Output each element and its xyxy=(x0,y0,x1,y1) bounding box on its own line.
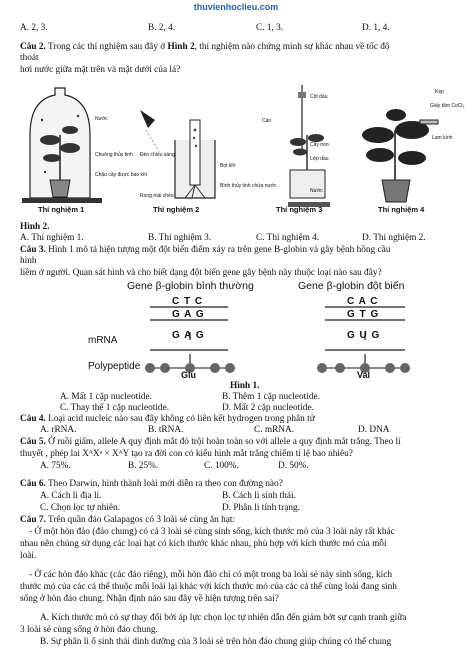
exp4-label: Thí nghiệm 4 xyxy=(378,205,425,214)
normal-amino-acid: Glu xyxy=(181,370,196,380)
option-c: C. 1, 3. xyxy=(256,23,284,33)
question-3-line-2: hình xyxy=(20,256,37,266)
label-nuoc-3: Nước xyxy=(310,188,323,194)
q7-p1-line-1: - Ở một hòn đảo (đảo chung) có cả 3 loài sẻ cùng sinh sống, kích thước mỏ của 3 loài này rất khác xyxy=(29,527,395,537)
mrna-label: mRNA xyxy=(88,335,118,346)
q5-option-b: B. 25%. xyxy=(128,461,159,471)
q2-option-b: B. Thí nghiệm 3. xyxy=(148,233,212,243)
option-b: B. 2, 4. xyxy=(148,23,176,33)
q5-option-a: A. 75%. xyxy=(40,461,71,471)
figure-2-caption: Hình 2. xyxy=(20,222,50,232)
mutant-dna-top: C A C xyxy=(347,296,379,307)
question-7-intro: Câu 7. Trên quần đảo Galapagos có 3 loài sẻ cùng ăn hạt: xyxy=(20,515,236,525)
q5-option-c: C. 100%. xyxy=(204,461,239,471)
label-lop-dau: Lớp dầu xyxy=(310,156,329,162)
label-cot-dau: Cột dầu xyxy=(310,94,328,100)
q3-option-c: C. Thay thế 1 cặp nucleotide. xyxy=(60,403,170,413)
q3-option-b: B. Thêm 1 cặp nucleotide. xyxy=(222,392,320,402)
q5-option-d: D. 50%. xyxy=(278,461,309,471)
experiment-4-illustration xyxy=(362,109,438,202)
label-rong: Rong mái chèo xyxy=(140,193,174,199)
q7-option-b-line-1: B. Sự phân li ổ sinh thái dinh dưỡng của 3 loài sẻ trên hòn đảo chung giúp chúng có thể chung xyxy=(40,637,392,647)
label-chau: Chậu cây được bao kín xyxy=(95,172,148,178)
mutant-mrna: G U G xyxy=(347,330,381,341)
q6-option-c: C. Chọn lọc tự nhiên. xyxy=(40,503,120,513)
label-can: Cân xyxy=(262,118,272,124)
question-3-line-1: Câu 3. Hình 1 mô tả hiện tượng một đột biến điểm xảy ra trên gene B-globin và gây bệnh hồng cầu xyxy=(20,245,391,255)
figure-2-experiments xyxy=(20,80,460,220)
normal-dna-bottom: G A G xyxy=(172,309,205,320)
exp3-label: Thí nghiệm 3 xyxy=(276,205,323,214)
question-6: Câu 6. Theo Darwin, hình thành loài mới diễn ra theo con đường nào? xyxy=(20,479,283,489)
label-cay-non: Cây non xyxy=(310,142,329,148)
question-3-line-3: liềm ở người. Quan sát hình và cho biết dạng đột biến gene gây bệnh này thuộc loại nào sau đây? xyxy=(20,268,382,278)
q7-p2-line-3: sống ở hòn đảo chung. Nhận định nào sau đây về hiện tượng trên sai? xyxy=(20,594,279,604)
q7-p1-line-3: loài. xyxy=(20,551,37,561)
experiment-1-illustration xyxy=(22,88,102,203)
normal-mrna: G A G xyxy=(172,330,205,341)
q6-option-a: A. Cách li địa lí. xyxy=(40,491,102,501)
figure-1-caption: Hình 1. xyxy=(230,381,260,391)
q6-option-b: B. Cách li sinh thái. xyxy=(222,491,296,501)
gene-diagram xyxy=(0,290,472,378)
q3-option-a: A. Mất 1 cặp nucleotide. xyxy=(60,392,152,402)
label-den: Đèn chiếu sáng xyxy=(140,152,175,158)
question-2-line-3: hơi nước giữa mặt trên và mặt dưới của lá? xyxy=(20,65,181,75)
option-d: D. 1, 4. xyxy=(362,23,390,33)
question-4: Câu 4. Loại acid nucleic nào sau đây không có liên kết hydrogen trong phân tử xyxy=(20,414,315,424)
mutant-gene-title: Gene β-globin đột biến xyxy=(298,280,405,292)
mutant-amino-acid: Val xyxy=(357,370,371,380)
normal-dna-top: C T C xyxy=(172,296,204,307)
q7-p2-line-2: thước mỏ của các cá thể thuộc mỗi loài lại khác với kích thước mỏ của các cá thể cùng loài đang sinh xyxy=(20,582,397,592)
watermark: thuvienhoclieu.com xyxy=(193,2,279,12)
label-kep: Kẹp xyxy=(435,89,444,95)
q2-option-a: A. Thí nghiệm 1. xyxy=(20,233,84,243)
label-nuoc: Nước xyxy=(95,116,108,122)
exp2-label: Thí nghiệm 2 xyxy=(153,205,200,214)
option-a: A. 2, 3. xyxy=(20,23,48,33)
exp1-label: Thí nghiệm 1 xyxy=(38,205,85,214)
q4-option-c: C. mRNA. xyxy=(254,425,295,435)
q2-option-c: C. Thí nghiệm 4. xyxy=(256,233,320,243)
question-5-line-2: thuyết , phép lai XᴬXᵃ × XᴬY tạo ra đời con có kiểu hình mắt trắng chiếm tỉ lệ bao nhiêu? xyxy=(20,449,353,459)
q7-option-a-line-2: 3 loài sẻ cùng sống ở hòn đảo chung. xyxy=(20,625,158,635)
q7-p2-line-1: - Ở các hòn đảo khác (các đảo riêng), mỗi hòn đảo chỉ có một trong ba loài sẻ này sinh sống, kích xyxy=(29,570,392,580)
label-giay: Giấy tẩm CoCl₂ xyxy=(430,103,465,109)
question-2-line-1: Câu 2. Trong các thí nghiệm sau đây ở Hình 2, thí nghiệm nào chứng minh sự khác nhau về tốc độ xyxy=(20,42,390,52)
q4-option-a: A. rRNA. xyxy=(40,425,77,435)
polypeptide-label: Polypeptide xyxy=(88,361,141,372)
label-chuong: Chuông thủy tinh xyxy=(95,152,133,158)
label-bot-khi: Bọt khí xyxy=(220,163,236,169)
normal-gene-title: Gene β-globin bình thường xyxy=(127,280,254,292)
q4-option-d: D. DNA xyxy=(358,425,390,435)
q6-option-d: D. Phân li tính trạng. xyxy=(222,503,300,513)
label-lam-kinh: Lam kính xyxy=(432,135,453,141)
question-5-line-1: Câu 5. Ở ruồi giấm, allele A quy định mắt đỏ trội hoàn toàn so với allele a quy định mắt trắng. Theo lí xyxy=(20,437,401,447)
label-binh: Bình thủy tinh chứa nước xyxy=(220,183,277,189)
q7-p1-line-2: nhau nên chúng sử dụng các loại hạt có kích thước khác nhau, phù hợp với kích thước mỏ của mỗi xyxy=(20,539,387,549)
q4-option-b: B. tRNA. xyxy=(148,425,184,435)
q2-option-d: D. Thí nghiệm 2. xyxy=(362,233,426,243)
mutant-dna-bottom: G T G xyxy=(347,309,380,320)
q3-option-d: D. Mất 2 cặp nucleotide. xyxy=(222,403,314,413)
q7-option-a-line-1: A. Kích thước mỏ có sự thay đổi bởi áp lực chọn lọc tự nhiên dẫn đến giảm bớt sự cạnh tranh giữa xyxy=(40,613,407,623)
question-2-line-2: thoát xyxy=(20,53,39,63)
